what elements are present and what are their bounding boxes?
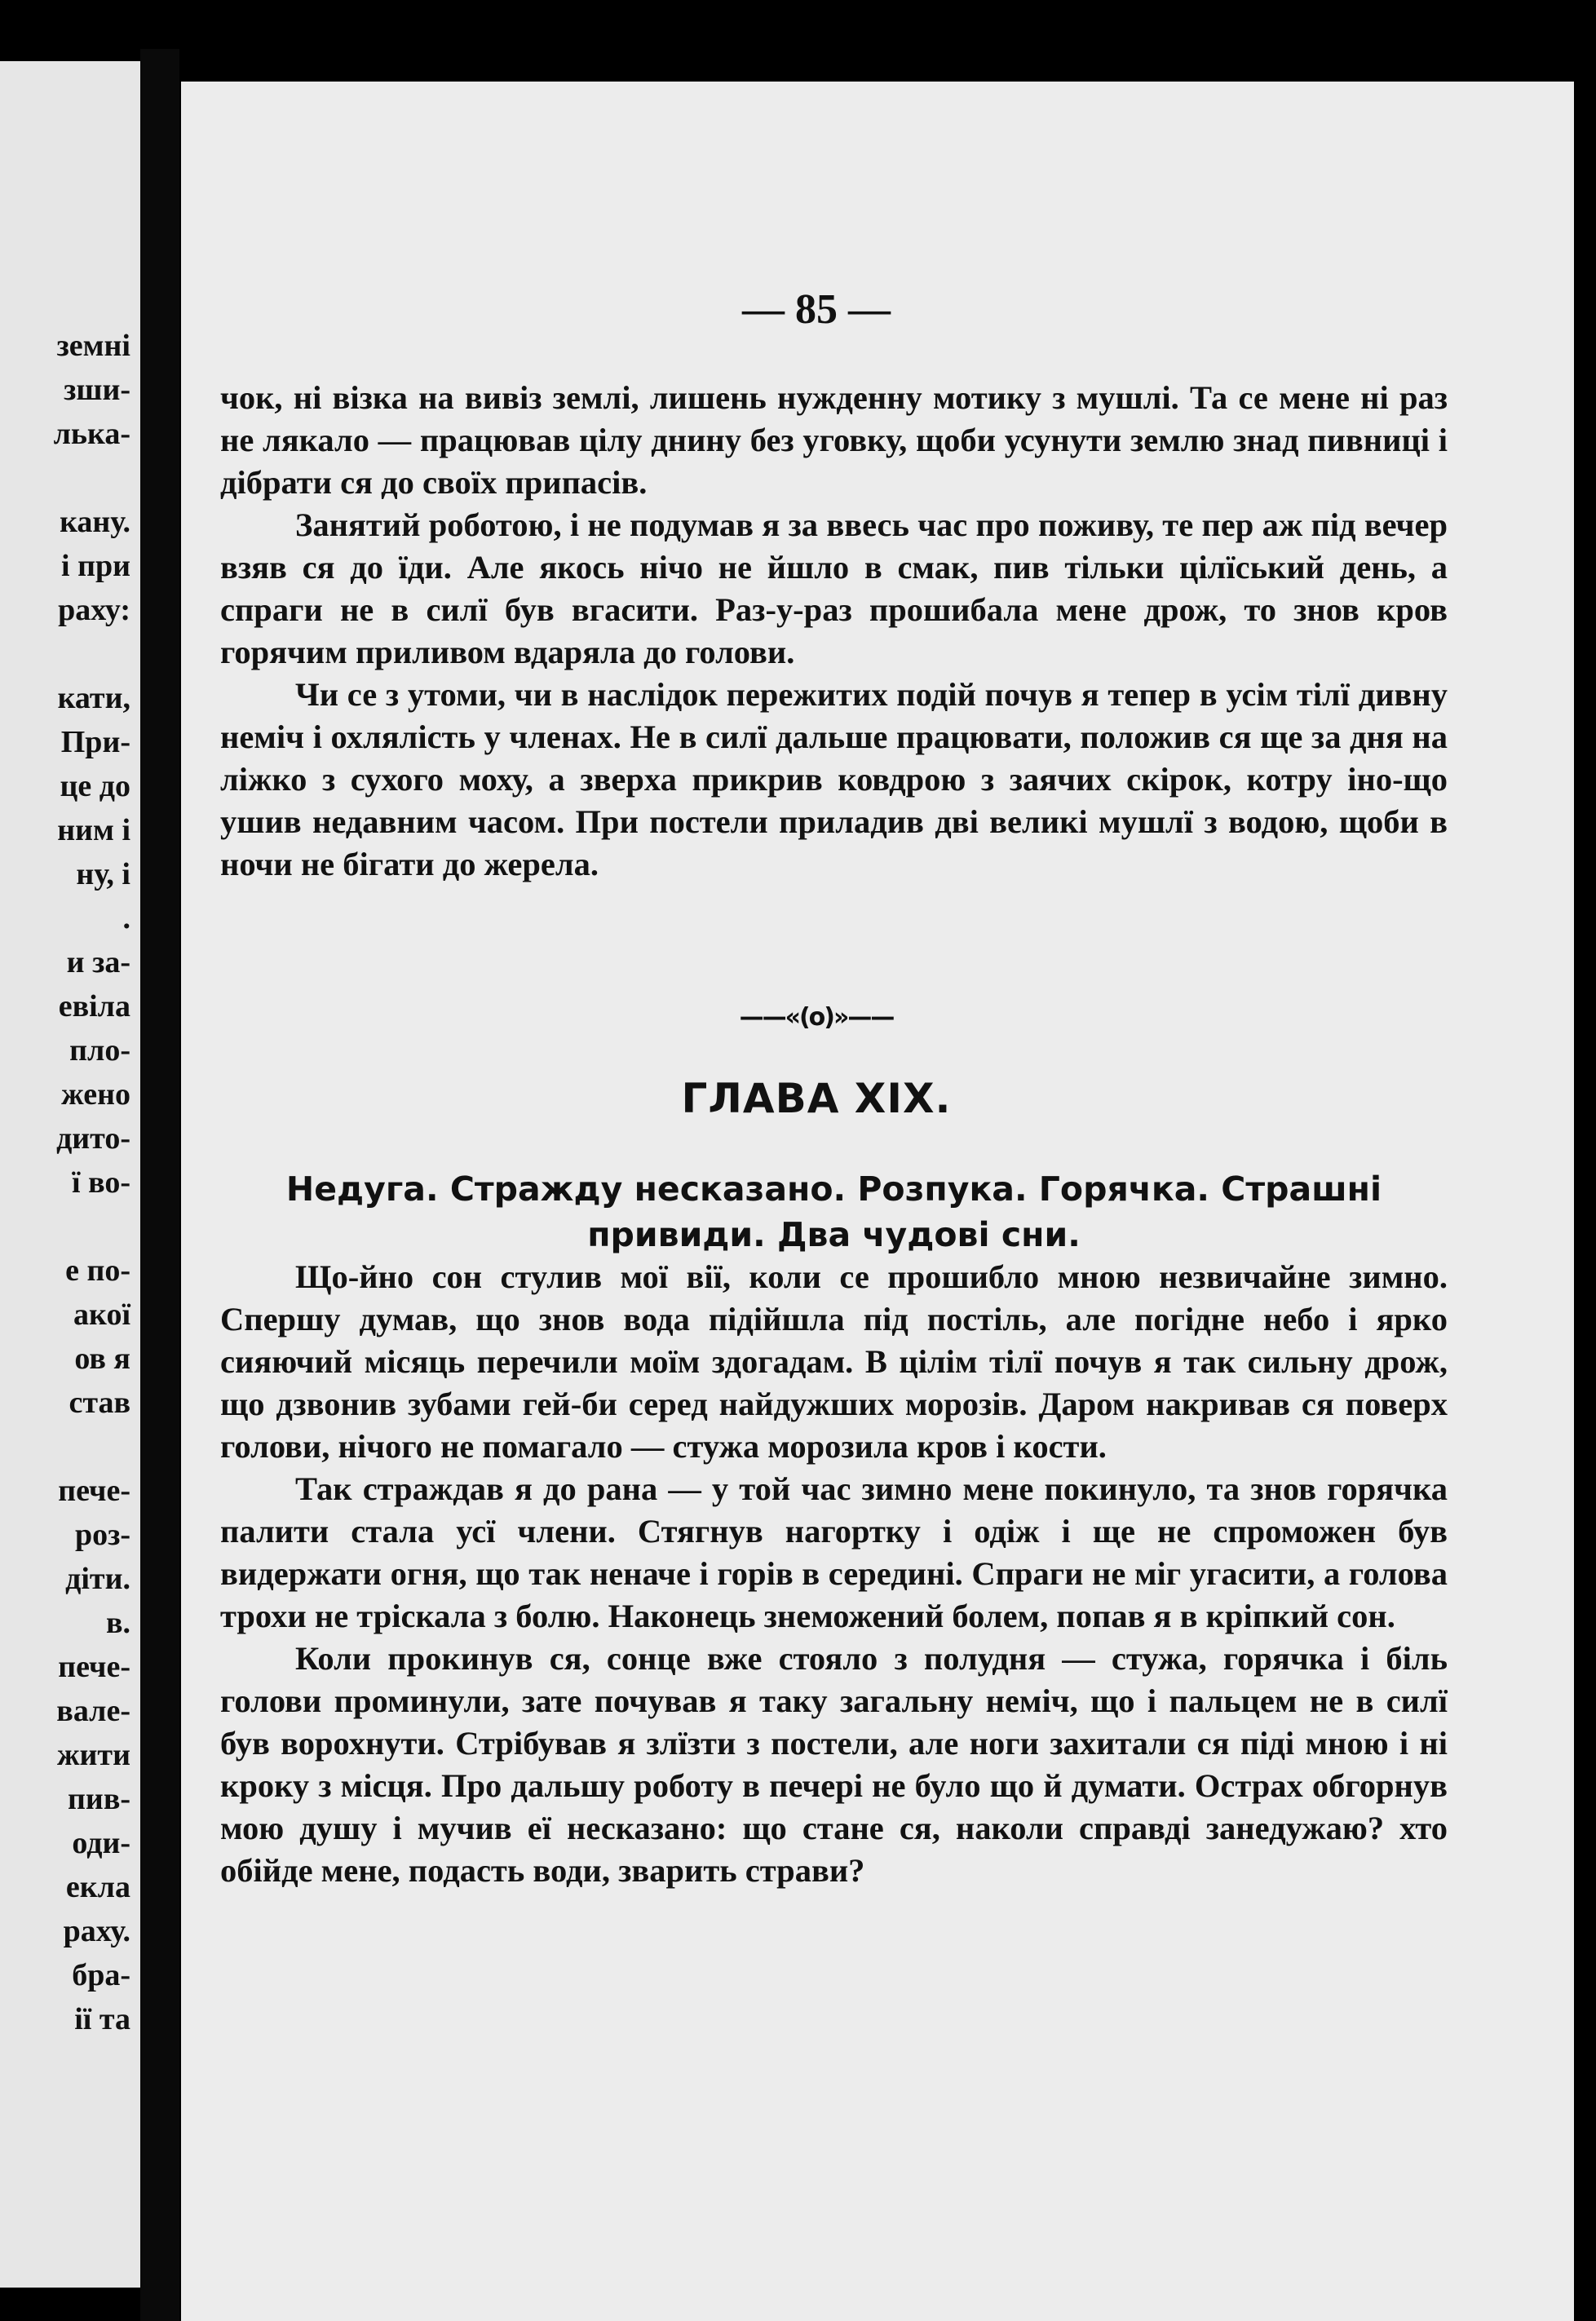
left-page-line: жено bbox=[61, 1077, 130, 1112]
book-page bbox=[181, 82, 1574, 2321]
left-page-line: жити bbox=[56, 1738, 130, 1772]
left-page-line: вале- bbox=[56, 1694, 130, 1728]
left-page-line: бра- bbox=[72, 1958, 130, 1992]
left-page-line: раху: bbox=[58, 593, 130, 627]
left-page-line: пло- bbox=[69, 1033, 130, 1068]
left-page-line: ії та bbox=[74, 2002, 130, 2036]
text-block-bottom bbox=[220, 1256, 1448, 1892]
left-page-line: пече- bbox=[58, 1650, 130, 1684]
book-gutter bbox=[140, 49, 179, 2321]
left-page-line: став bbox=[69, 1386, 130, 1420]
left-page-line: кану. bbox=[60, 505, 130, 539]
left-page-line: діти. bbox=[65, 1562, 130, 1596]
paragraph: Коли прокинув ся, сонце вже стояло з полудня — стужа, горячка і біль голови проминули, зате почував я таку загальну неміч, що і пальцем не в силї був ворохнути. Стрібував я злїзти з постели, але ноги захитали ся піді мною і ні кроку з місця. Про дальшу роботу в печері не було що й думати. Острах обгорнув мою душу і мучив еї несказано: що стане ся, наколи справді занедужаю? хто обійде мене, подасть води, зварить страви? bbox=[220, 1640, 1448, 1889]
left-page-line: пече- bbox=[58, 1474, 130, 1508]
left-page-line: оди- bbox=[72, 1826, 130, 1860]
paragraph: Що-йно сон стулив мої вії, коли се прошибло мною незвичайне зимно. Спершу думав, що знов вода підійшла під постіль, але погідне небо і ярко сияючий місяць перечили моїм здогадам. В цілім тілї почув я так сильну дрож, що дзвонив зубами гей-би серед найдужших морозів. Даром накривав ся поверх голови, нічого не помагало — стужа морозила кров і кости. bbox=[220, 1258, 1448, 1465]
left-page-line: зши- bbox=[64, 373, 130, 407]
left-page-line: раху. bbox=[63, 1914, 130, 1948]
chapter-title: ГЛАВА XIX. bbox=[681, 1075, 952, 1122]
chapter-summary: Недуга. Стражду несказано. Розпука. Горячка. Страшні привиди. Два чудові сни. bbox=[285, 1169, 1382, 1254]
left-page-line: . bbox=[122, 901, 130, 935]
left-page-line: и за- bbox=[66, 945, 130, 979]
left-page-line: дито- bbox=[56, 1121, 130, 1156]
section-ornament: ——«(o)»—— bbox=[739, 1003, 894, 1032]
left-page-line: ї во- bbox=[72, 1165, 130, 1200]
left-page-line: При- bbox=[60, 725, 130, 759]
paragraph: Чи се з утоми, чи в наслідок пережитих подій почув я тепер в усім тілї дивну неміч і охлялість у членах. Не в силї дальше працювати, положив ся ще за дня на ліжко з сухого моху, а зверха прикрив ковдрою з заячих скірок, котру іно-що ушив недавним часом. При постели приладив дві великі мушлї з водою, щоби в ночи не бігати до жерела. bbox=[220, 676, 1448, 882]
left-page-line: акої bbox=[73, 1298, 130, 1332]
left-page-line: екла bbox=[65, 1870, 130, 1904]
paragraph: Так страждав я до рана — у той час зимно мене покинуло, та знов горячка палити стала усї члени. Стягнув нагортку і одіж і ще не спроможен був видержати огня, що так неначе і горів в середині. Спраги не міг угасити, а голова трохи не тріскала з болю. Наконець знеможений болем, попав я в кріпкий сон. bbox=[220, 1470, 1448, 1634]
left-page-line: ну, і bbox=[76, 857, 130, 891]
left-page-line: ов я bbox=[74, 1342, 130, 1376]
paragraph: чок, ні візка на вивіз землі, лишень нужденну мотику з мушлі. Та се мене ні раз не лякало — працював цілу днину без уговку, щоби усунути землю знад пивниці і дібрати ся до своїх припасів. bbox=[220, 379, 1448, 501]
left-page-line: в. bbox=[105, 1606, 130, 1640]
left-page-fragment bbox=[0, 61, 140, 2288]
page-number: — 85 — bbox=[742, 286, 891, 333]
left-page-line: земні bbox=[56, 329, 130, 363]
left-page-line: е по- bbox=[65, 1253, 130, 1288]
left-page-line: пив- bbox=[68, 1782, 130, 1816]
left-page-line: роз- bbox=[74, 1518, 130, 1552]
text-block-top bbox=[220, 377, 1448, 886]
left-page-line: евіла bbox=[58, 989, 130, 1023]
paragraph: Занятий роботою, і не подумав я за ввесь час про поживу, те пер аж під вечер взяв ся до їди. Але якось нічо не йшло в смак, пив тільки цілїський день, а спраги не в силї був вгасити. Раз-у-раз прошибала мене дрож, то знов кров горячим приливом вдаряла до голови. bbox=[220, 506, 1448, 670]
left-page-line: це до bbox=[60, 769, 130, 803]
left-page-line: кати, bbox=[57, 681, 130, 715]
left-page-line: і при bbox=[61, 549, 130, 583]
left-page-line: лька- bbox=[53, 417, 130, 451]
left-page-line: ним і bbox=[57, 813, 130, 847]
